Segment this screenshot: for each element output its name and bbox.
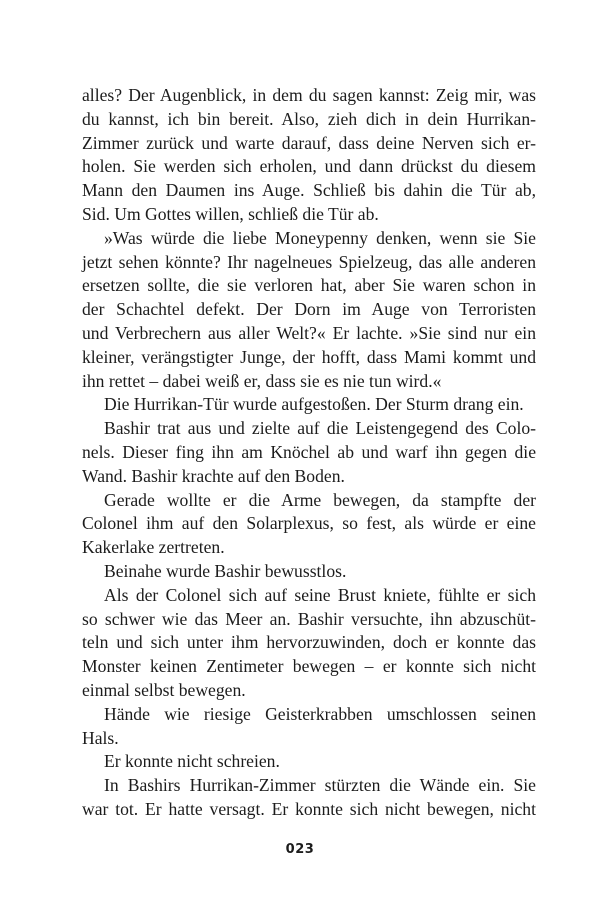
text-line: Sid. Um Gottes willen, schließ die Tür ab. <box>82 203 379 224</box>
text-line: Bashir trat aus und zielte auf die Leistengegend des Colo- <box>104 418 536 439</box>
text-line: holen. Sie werden sich erholen, und dann drückst du diesem <box>82 156 536 177</box>
text-line: Zimmer zurück und warte darauf, dass deine Nerven sich er- <box>82 132 536 153</box>
text-line: Hände wie riesige Geisterkrabben umschlossen seinen <box>104 703 536 724</box>
text-line: Hals. <box>82 727 119 748</box>
text-line: alles? Der Augenblick, in dem du sagen kannst: Zeig mir, was <box>82 85 536 105</box>
text-line: »Was würde die liebe Moneypenny denken, wenn sie Sie <box>104 227 536 248</box>
text-line: kleiner, verängstigter Junge, der hofft, dass Mami kommt und <box>82 346 536 367</box>
text-line: war tot. Er hatte versagt. Er konnte sich nicht bewegen, nicht <box>82 798 536 819</box>
text-line: Wand. Bashir krachte auf den Boden. <box>82 465 345 486</box>
text-line: Kakerlake zertreten. <box>82 537 225 558</box>
text-line: teln und sich unter ihm hervorzuwinden, doch er konnte das <box>82 632 536 653</box>
text-line: Als der Colonel sich auf seine Brust kniete, fühlte er sich <box>104 584 536 605</box>
text-line: Monster keinen Zentimeter bewegen – er konnte sich nicht <box>82 656 536 677</box>
text-line: einmal selbst bewegen. <box>82 679 246 700</box>
text-line: du kannst, ich bin bereit. Also, zieh dich in dein Hurrikan- <box>82 108 536 129</box>
text-line: jetzt sehen könnte? Ihr nagelneues Spielzeug, das alle anderen <box>82 251 536 272</box>
text-line: In Bashirs Hurrikan-Zimmer stürzten die Wände ein. Sie <box>104 775 536 796</box>
text-line: Die Hurrikan-Tür wurde aufgestoßen. Der Sturm drang ein. <box>104 394 524 415</box>
page-number: 023 <box>285 842 315 857</box>
text-line: Mann den Daumen ins Auge. Schließ bis dahin die Tür ab, <box>82 180 536 201</box>
text-line: Er konnte nicht schreien. <box>104 751 280 772</box>
text-line: Colonel ihm auf den Solarplexus, so fest, als würde er eine <box>82 513 536 534</box>
text-line: und Verbrechern aus aller Welt?« Er lachte. »Sie sind nur ein <box>82 322 536 343</box>
text-line: der Schachtel defekt. Der Dorn im Auge von Terroristen <box>82 299 536 320</box>
text-line: nels. Dieser fing ihn am Knöchel ab und warf ihn gegen die <box>82 441 536 462</box>
text-line: Beinahe wurde Bashir bewusstlos. <box>104 560 347 581</box>
text-line: ihn rettet – dabei weiß er, dass sie es nie tun wird.« <box>82 370 442 391</box>
text-line: Gerade wollte er die Arme bewegen, da stampfte der <box>104 489 536 510</box>
text-line: ersetzen sollte, die sie verloren hat, aber Sie waren schon in <box>82 275 536 296</box>
book-page-body <box>82 84 536 822</box>
text-line: so schwer wie das Meer an. Bashir versuchte, ihn abzuschüt- <box>82 608 536 629</box>
